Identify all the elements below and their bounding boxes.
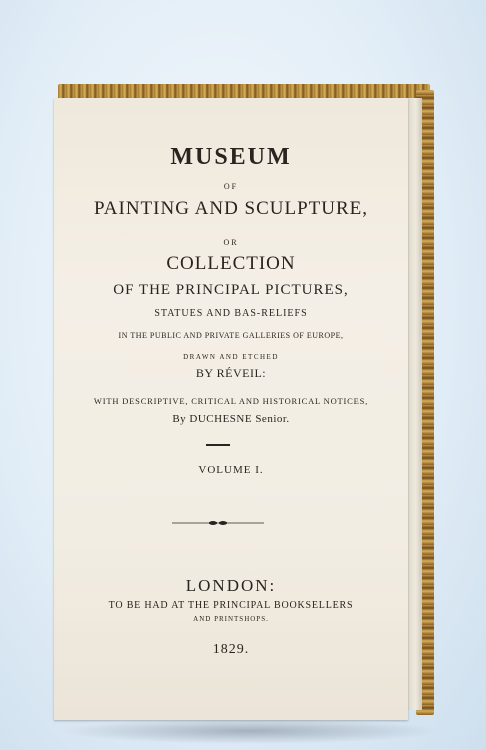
title-principal-pictures: OF THE PRINCIPAL PICTURES, — [113, 282, 349, 298]
imprint-london: LONDON: — [185, 576, 277, 595]
imprint-printshops: AND PRINTSHOPS. — [193, 615, 269, 623]
title-drawn-etched: DRAWN AND ETCHED — [183, 353, 279, 361]
title-museum: MUSEUM — [170, 144, 292, 170]
title-painting: PAINTING AND SCULPTURE, — [93, 198, 369, 219]
title-collection: COLLECTION — [166, 253, 296, 274]
title-galleries: IN THE PUBLIC AND PRIVATE GALLERIES OF EUROPE, — [118, 331, 344, 340]
title-by-reveil: BY RÉVEIL: — [195, 366, 267, 380]
title-by-duchesne: By DUCHESNE Senior. — [172, 413, 290, 425]
imprint-year: 1829. — [212, 642, 250, 657]
imprint-booksellers: TO BE HAD AT THE PRINCIPAL BOOKSELLERS — [108, 600, 354, 611]
title-statues: STATUES AND BAS-RELIEFS — [154, 308, 308, 319]
title-notices: WITH DESCRIPTIVE, CRITICAL AND HISTORICAL NOTICES, — [93, 396, 369, 406]
title-or: OR — [223, 238, 239, 247]
page-block — [406, 98, 422, 710]
divider-rule — [206, 444, 230, 446]
title-volume: VOLUME I. — [198, 464, 264, 476]
title-of: OF — [223, 182, 239, 191]
title-page — [54, 98, 408, 720]
book — [50, 80, 438, 725]
ornament-divider-icon — [172, 518, 264, 528]
